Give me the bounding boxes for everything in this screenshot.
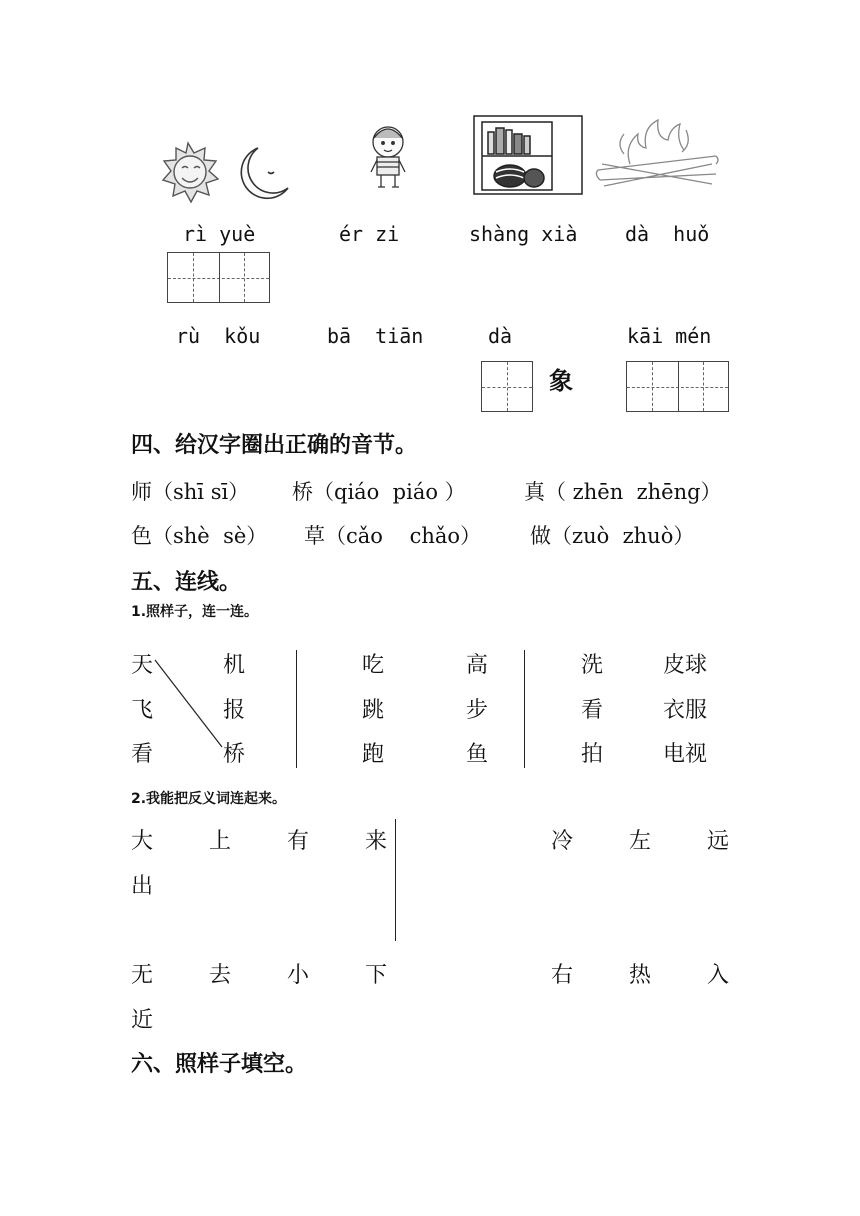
antonym-word[interactable]: 左 [629, 829, 652, 854]
match-word[interactable]: 拍 [581, 742, 604, 767]
antonym-divider [395, 819, 396, 941]
pinyin-kai-men: kāi mén [627, 324, 712, 348]
match-word[interactable]: 机 [223, 653, 246, 678]
moon-icon [241, 148, 288, 198]
sun-moon-illustration [150, 140, 295, 205]
match-word[interactable]: 天 [131, 653, 154, 678]
pinyin-shang-xia: shàng xià [469, 222, 578, 246]
antonym-word[interactable]: 出 [131, 874, 154, 899]
sun-icon [163, 143, 218, 202]
syllable-item-qiao[interactable]: 桥（qiáo piáo ） [292, 480, 466, 504]
pinyin-ru-kou: rù kǒu [176, 324, 261, 348]
match-word[interactable]: 吃 [362, 653, 385, 678]
fixed-character-xiang: 象 [549, 367, 573, 395]
antonym-word[interactable]: 冷 [551, 829, 574, 854]
antonym-word[interactable]: 去 [209, 963, 232, 988]
pinyin-da-huo: dà huǒ [625, 222, 710, 246]
antonym-word[interactable]: 入 [707, 963, 730, 988]
match-word[interactable]: 鱼 [466, 742, 489, 767]
example-connecting-line [150, 655, 230, 755]
part-1-title: 1.照样子，连一连。 [131, 604, 259, 620]
syllable-item-zhen[interactable]: 真（ zhēn zhēng） [524, 480, 722, 504]
syllable-item-shi[interactable]: 师（shī sī） [131, 480, 250, 504]
syllable-item-se[interactable]: 色（shè sè） [131, 524, 268, 548]
match-word[interactable]: 高 [466, 653, 489, 678]
tianzige-box-da[interactable] [481, 361, 533, 412]
antonym-word[interactable]: 右 [551, 963, 574, 988]
bookshelf-illustration [472, 114, 584, 196]
antonym-word[interactable]: 大 [131, 829, 154, 854]
pinyin-ri-yue: rì yuè [183, 222, 256, 246]
match-word[interactable]: 电视 [663, 742, 708, 767]
match-word[interactable]: 桥 [223, 742, 246, 767]
match-word[interactable]: 看 [581, 698, 604, 723]
boy-illustration [358, 122, 418, 192]
antonym-word[interactable]: 近 [131, 1008, 154, 1033]
section-5-heading: 五、连线。 [131, 570, 242, 595]
match-word[interactable]: 看 [131, 742, 154, 767]
antonym-word[interactable]: 下 [365, 963, 388, 988]
match-word[interactable]: 飞 [131, 698, 154, 723]
bonfire-illustration [590, 114, 725, 192]
match-word[interactable]: 衣服 [663, 698, 708, 723]
tianzige-box-riyue[interactable] [167, 252, 270, 303]
antonym-word[interactable]: 上 [209, 829, 232, 854]
antonym-word[interactable]: 热 [629, 963, 652, 988]
group-divider [296, 650, 297, 768]
syllable-item-cao[interactable]: 草（cǎo chǎo） [304, 524, 482, 548]
match-word[interactable]: 步 [466, 698, 489, 723]
antonym-word[interactable]: 来 [365, 829, 388, 854]
pinyin-er-zi: ér zi [339, 222, 400, 246]
tianzige-box-kaimen[interactable] [626, 361, 729, 412]
antonym-word[interactable]: 有 [287, 829, 310, 854]
antonym-word[interactable]: 小 [287, 963, 310, 988]
pinyin-ba-tian: bā tiān [327, 324, 424, 348]
antonym-word[interactable]: 远 [707, 829, 730, 854]
section-6-heading: 六、照样子填空。 [131, 1052, 308, 1077]
part-2-title: 2.我能把反义词连起来。 [131, 791, 287, 807]
match-word[interactable]: 跑 [362, 742, 385, 767]
match-word[interactable]: 报 [223, 698, 246, 723]
pinyin-da: dà [488, 324, 513, 348]
syllable-item-zuo[interactable]: 做（zuò zhuò） [530, 524, 695, 548]
group-divider [524, 650, 525, 768]
antonym-word[interactable]: 无 [131, 963, 154, 988]
match-word[interactable]: 洗 [581, 653, 604, 678]
section-4-heading: 四、给汉字圈出正确的音节。 [131, 433, 418, 458]
match-word[interactable]: 皮球 [663, 653, 708, 678]
match-word[interactable]: 跳 [362, 698, 385, 723]
